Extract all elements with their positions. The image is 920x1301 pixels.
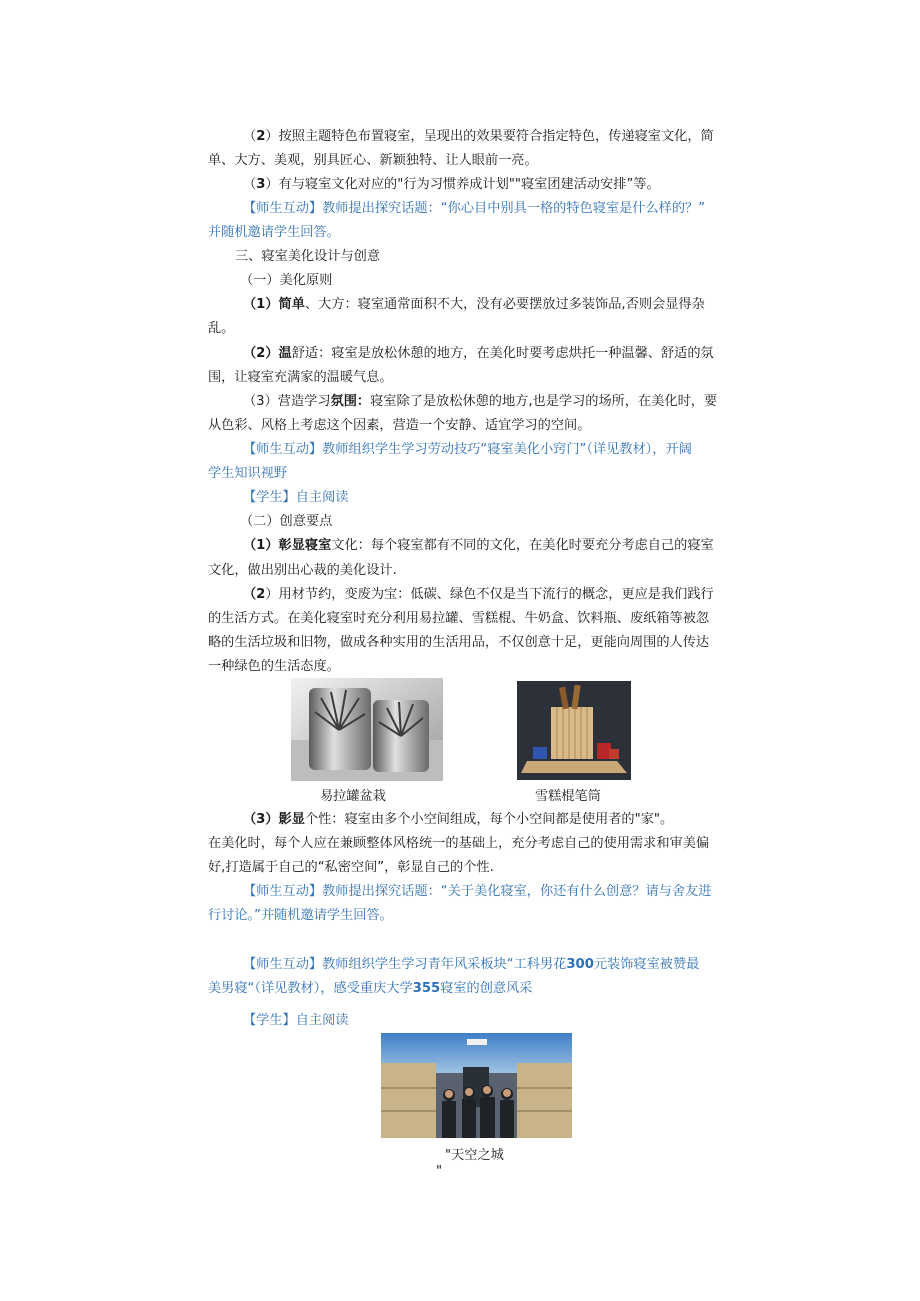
paragraph-line: 单、大方、美观，别具匠心、新颖独特、让人眼前一亮。 xyxy=(208,153,538,168)
interaction-note: 美男寝“（详见教材），感受重庆大学355寝室的创意风采 xyxy=(208,981,533,996)
paragraph-line: （2）按照主题特色布置寝室，呈现出的效果要符合指定特色，传递寝室文化，简 xyxy=(243,129,714,144)
interaction-note: 学生知识视野 xyxy=(208,466,288,481)
subsection-heading: （二）创意要点 xyxy=(240,514,333,529)
student-note: 【学生】自主阅读 xyxy=(243,1013,349,1028)
paragraph-line: 一种绿色的生活态度。 xyxy=(208,659,340,674)
paragraph-line: （1）简单、大方：寝室通常面积不大，没有必要摆放过多装饰品,否则会显得杂 xyxy=(243,297,705,312)
paragraph-line: 在美化时，每个人应在兼顾整体风格统一的基础上，充分考虑自己的使用需求和审美偏 xyxy=(208,836,710,851)
paragraph-line: 文化，做出别出心裁的美化设计. xyxy=(208,563,397,578)
subsection-heading: （一）美化原则 xyxy=(240,273,333,288)
section-heading: 三、寝室美化设计与创意 xyxy=(235,249,381,264)
student-note: 【学生】自主阅读 xyxy=(243,490,349,505)
interaction-note: 【师生互动】教师提出探究话题：“你心目中别具一格的特色寝室是什么样的？” xyxy=(243,201,706,216)
paragraph-line: （1）彰显寝室文化：每个寝室都有不同的文化，在美化时要充分考虑自己的寝室 xyxy=(243,538,714,553)
paragraph-line: 乱。 xyxy=(208,321,235,336)
image-caption: 易拉罐盆栽 xyxy=(320,789,386,804)
dorm-room-image xyxy=(381,1033,572,1138)
image-caption: " xyxy=(436,1164,443,1179)
paragraph-line: （3）营造学习氛围：寝室除了是放松休憩的地方,也是学习的场所，在美化时，要 xyxy=(243,394,718,409)
interaction-note: 行讨论。”并随机邀请学生回答。 xyxy=(208,908,393,923)
image-caption: 雪糕棍笔筒 xyxy=(535,789,601,804)
paragraph-line: （3）有与寝室文化对应的"行为习惯养成计划""寝室团建活动安排”等。 xyxy=(243,177,660,192)
paragraph-line: 好,打造属于自己的“私密空间”，彰显自己的个性. xyxy=(208,860,494,875)
interaction-note: 【师生互动】教师提出探究话题：“关于美化寝室，你还有什么创意？请与舍友进 xyxy=(243,884,712,899)
image-caption: "天空之城 xyxy=(445,1148,504,1163)
interaction-note: 并随机邀请学生回答。 xyxy=(208,225,340,240)
can-planter-image xyxy=(291,678,443,781)
paragraph-line: 略的生活垃圾和旧物，做成各种实用的生活用品，不仅创意十足，更能向周围的人传达 xyxy=(208,635,710,650)
paragraph-line: （3）影显个性：寝室由多个小空间组成，每个小空间都是使用者的"家"。 xyxy=(243,812,674,827)
interaction-note: 【师生互动】教师组织学生学习青年风采板块“工科男花300元装饰寝室被赞最 xyxy=(243,957,700,972)
paragraph-line: 围，让寝室充满家的温暖气息。 xyxy=(208,370,393,385)
paragraph-line: （2）温舒适：寝室是放松休憩的地方，在美化时要考虑烘托一种温馨、舒适的氛 xyxy=(243,346,714,361)
interaction-note: 【师生互动】教师组织学生学习劳动技巧“寝室美化小窍门”（详见教材），开阔 xyxy=(243,442,692,457)
paragraph-line: 从色彩、风格上考虑这个因素，营造一个安静、适宜学习的空间。 xyxy=(208,418,591,433)
pen-holder-image xyxy=(517,681,631,780)
paragraph-line: 的生活方式。在美化寝室时充分利用易拉罐、雪糕棍、牛奶盒、饮料瓶、废纸箱等被忽 xyxy=(208,611,710,626)
paragraph-line: （2）用材节约，变废为宝：低碳、绿色不仅是当下流行的概念，更应是我们践行 xyxy=(243,587,714,602)
